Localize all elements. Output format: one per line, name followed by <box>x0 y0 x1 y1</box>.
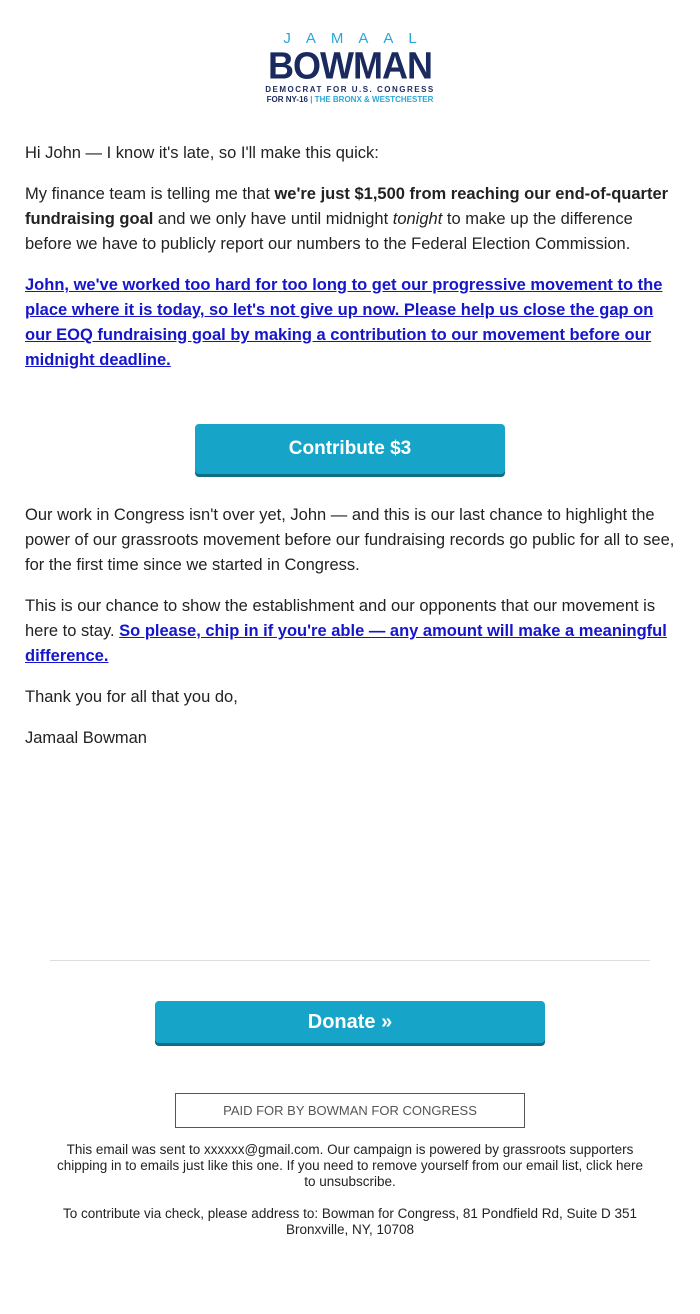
email-body-continued <box>25 503 677 767</box>
p1-text-b: and we only have until midnight <box>153 210 393 228</box>
chip-in-link[interactable]: So please, chip in if you're able — any amount will make a meaningful difference. <box>25 622 667 665</box>
footer-address: To contribute via check, please address to: Bowman for Congress, 81 Pondfield Rd, Suite D 351 Bronxville, NY, 10708 <box>62 1206 638 1237</box>
p1-text-c: to make up the difference before we have to publicly report our numbers to the Federal Election Commission. <box>25 210 633 253</box>
paragraph-appeal-link <box>25 273 677 373</box>
logo-district: FOR NY-16 <box>266 95 308 104</box>
greeting: Hi John — I know it's late, so I'll make this quick: <box>25 144 379 162</box>
p1-text-a: My finance team is telling me that <box>25 185 275 203</box>
logo-first-name: JAMAAL <box>283 30 432 47</box>
paragraph-congress: Our work in Congress isn't over yet, John — and this is our last chance to highlight the power of our grassroots movement before our fundraising records go public for all to see, for the first time since we started in Congress. <box>25 506 675 574</box>
p3-text: This is our chance to show the establishment and our opponents that our movement is here to stay. <box>25 597 656 640</box>
donate-button[interactable]: Donate » <box>155 1001 545 1043</box>
logo-region: | THE BRONX & WESTCHESTER <box>310 95 434 104</box>
divider <box>50 960 650 961</box>
paragraph-establishment <box>25 594 677 669</box>
footer-notice: This email was sent to xxxxxx@gmail.com. Our campaign is powered by grassroots supporters chipping in to emails just like this one. If you need to remove yourself from our email list, click here to unsubscribe. <box>56 1142 643 1189</box>
email-body <box>25 141 677 389</box>
logo-district-line <box>0 95 700 105</box>
p1-bold-goal: we're just $1,500 from reaching our end-of-quarter fundraising goal <box>25 185 669 228</box>
logo-subtitle: DEMOCRAT FOR U.S. CONGRESS <box>265 85 435 94</box>
signature: Jamaal Bowman <box>25 729 147 747</box>
contribute-button[interactable]: Contribute $3 <box>195 424 505 474</box>
closing: Thank you for all that you do, <box>25 688 238 706</box>
appeal-link[interactable]: John, we've worked too hard for too long to get our progressive movement to the place where it is today, so let's not give up now. Please help us close the gap on our EOQ fundraising goal by making a contribution to our movement before our midnight deadline. <box>25 276 663 369</box>
p1-italic-tonight: tonight <box>392 210 443 228</box>
campaign-logo <box>0 30 700 105</box>
logo-last-name: BOWMAN <box>268 43 432 87</box>
paragraph-finance <box>25 182 677 257</box>
paid-for-disclaimer: PAID FOR BY BOWMAN FOR CONGRESS <box>175 1093 525 1128</box>
